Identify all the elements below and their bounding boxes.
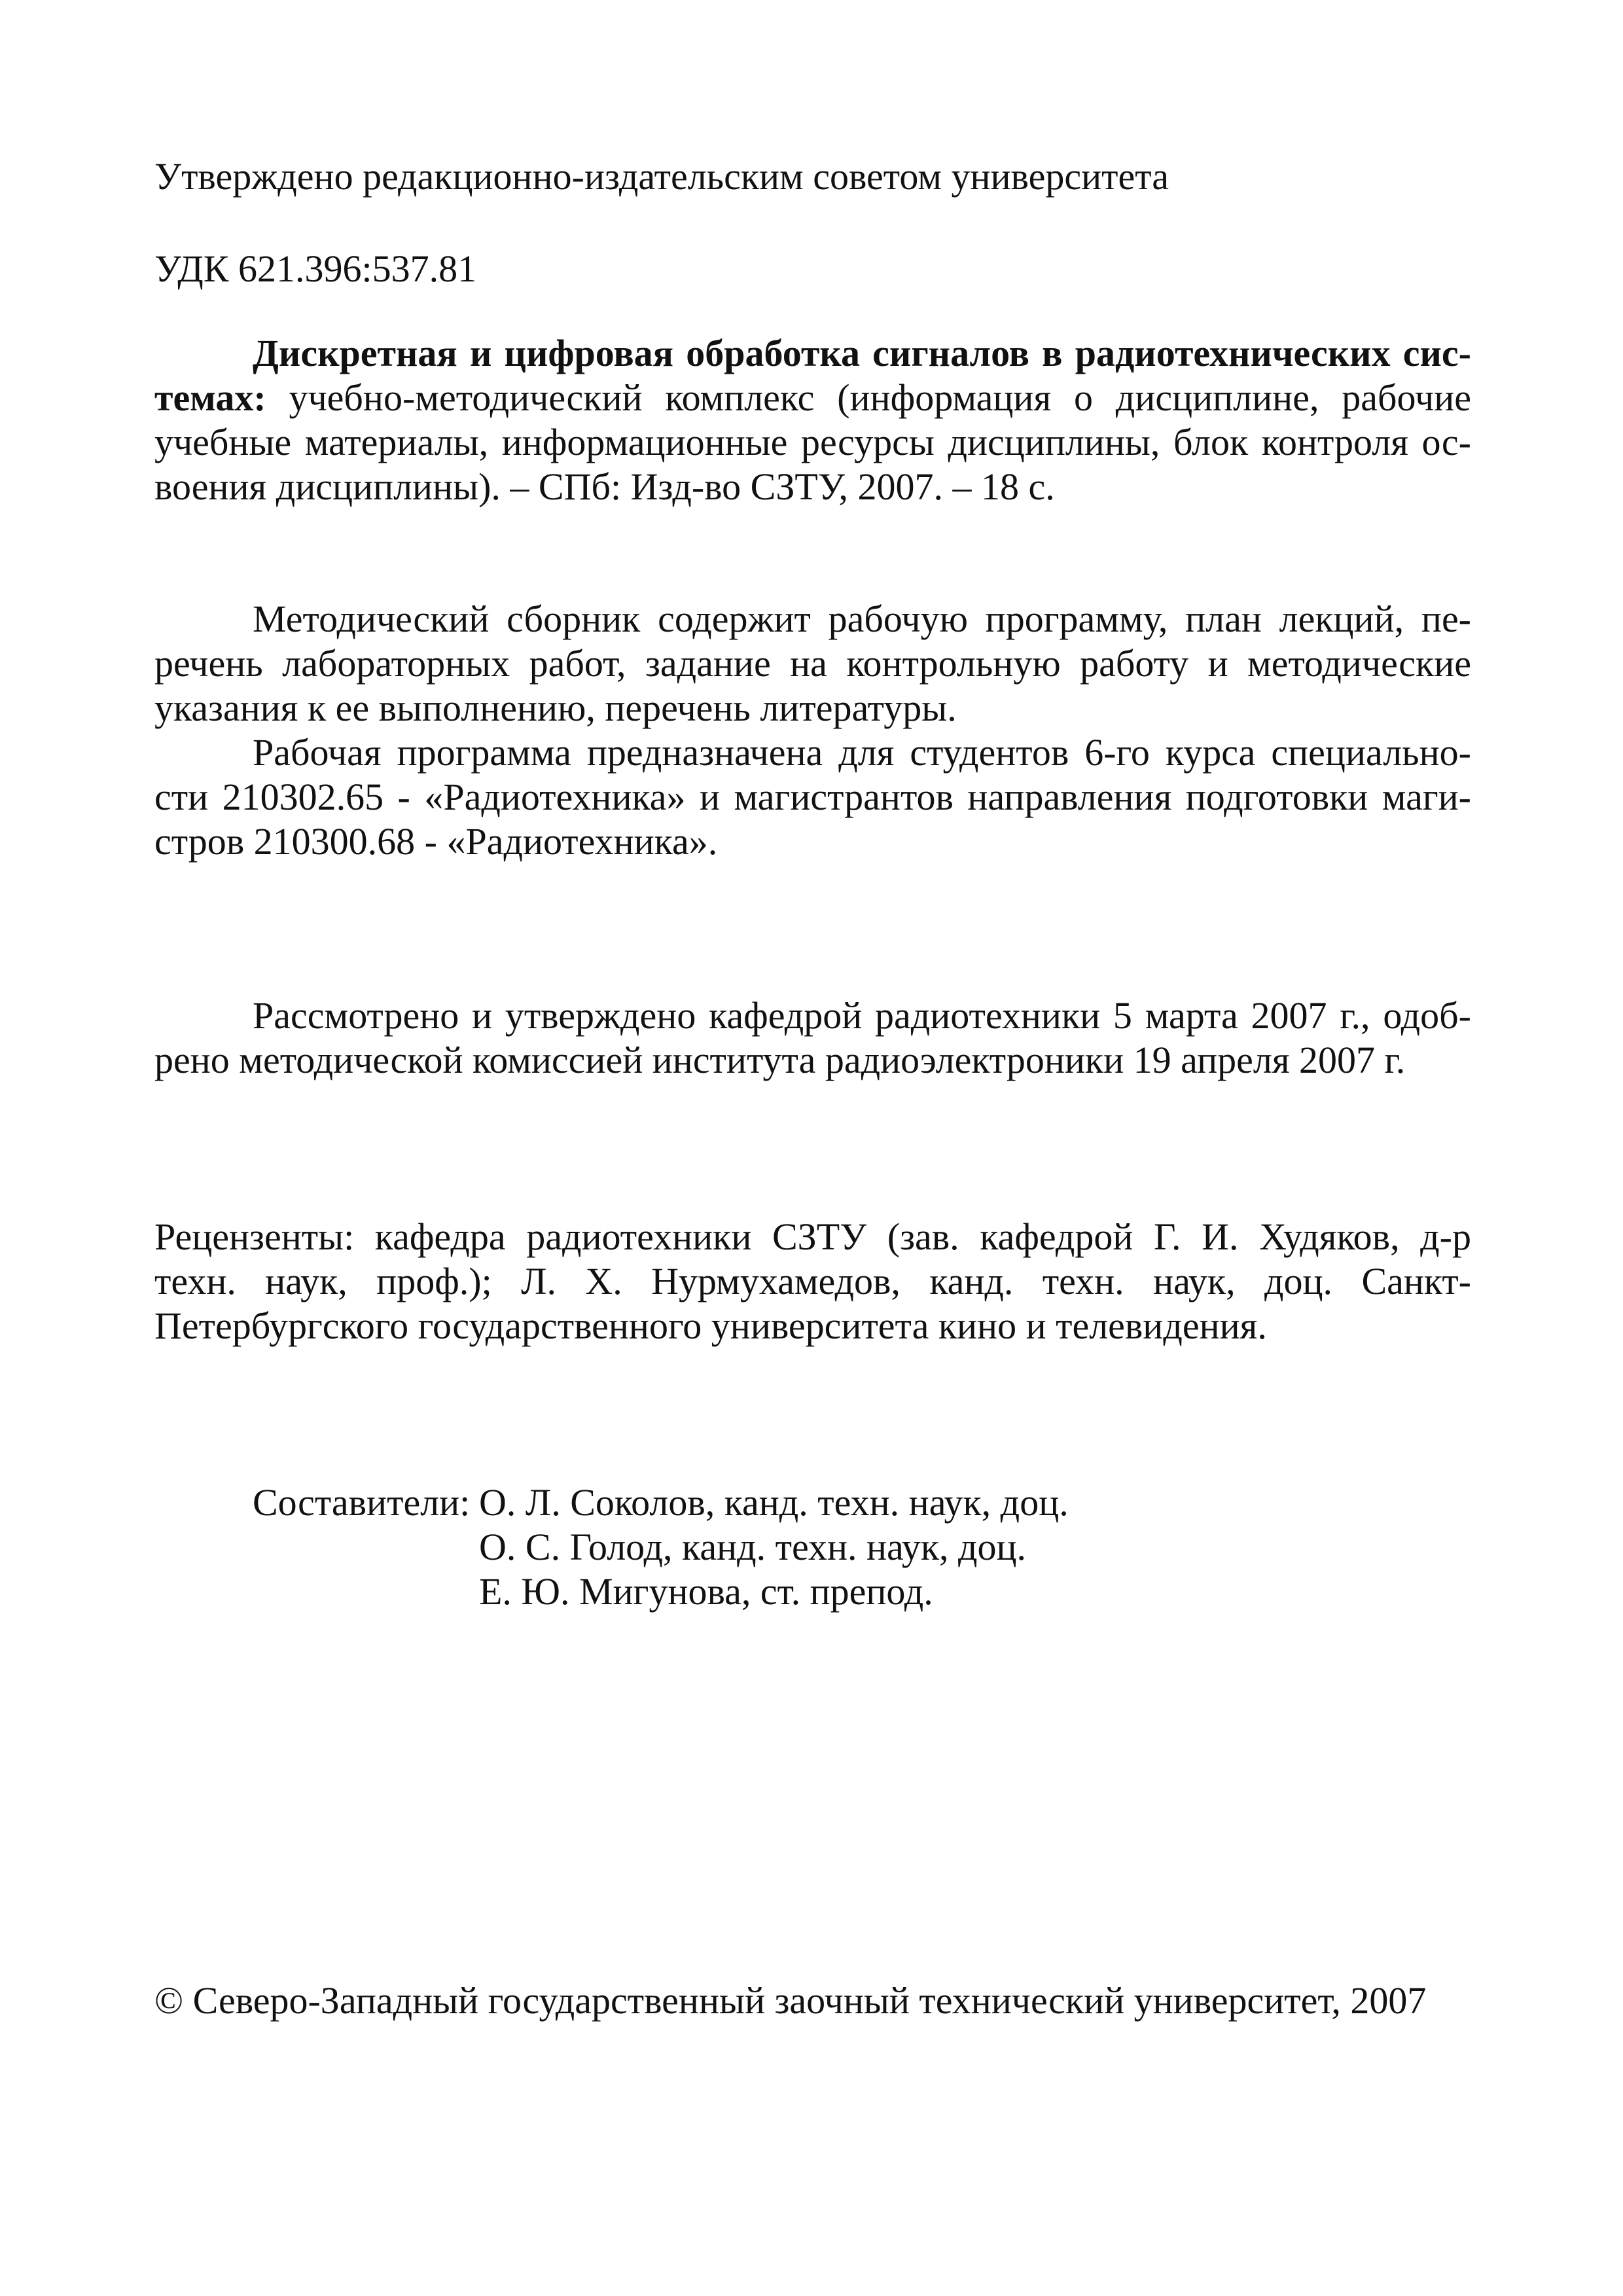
udk-code xyxy=(154,247,1471,291)
compilers xyxy=(253,1480,1365,1614)
reviewers-line: техн. наук, проф.); Л. Х. Нурмухамедов, канд. техн. наук, доц. Санкт- xyxy=(154,1260,1471,1302)
reviewers-line: Рецензенты: кафедра радиотехники СЗТУ (зав. кафедрой Г. И. Худяков, д-р xyxy=(154,1215,1471,1258)
compiler-row xyxy=(253,1480,1365,1525)
udk-text: УДК 621.396:537.81 xyxy=(154,247,477,290)
compiler-name: Е. Ю. Мигунова, ст. препод. xyxy=(479,1570,933,1613)
bibliographic-description xyxy=(154,331,1471,509)
description-line: воения дисциплины). – СПб: Изд-во СЗТУ, 2007. – 18 с. xyxy=(154,465,1055,508)
summary-line: указания к ее выполнению, перечень литературы. xyxy=(154,687,957,729)
approval-dates-line: рено методической комиссией института радиоэлектроники 19 апреля 2007 г. xyxy=(154,1039,1406,1081)
compiler-row xyxy=(253,1570,1365,1614)
reviewers xyxy=(154,1215,1471,1348)
approval-dates xyxy=(154,994,1471,1083)
book-title-line: Дискретная и цифровая обработка сигналов в радиотехнических сис- xyxy=(253,332,1471,374)
summary-line: сти 210302.65 - «Радиотехника» и магистрантов направления подготовки маги- xyxy=(154,776,1471,818)
copyright-text: © Северо-Западный государственный заочный технический университет, 2007 xyxy=(154,1979,1427,2022)
approval-dates-line: Рассмотрено и утверждено кафедрой радиотехники 5 марта 2007 г., одоб- xyxy=(253,994,1471,1037)
compiler-row xyxy=(253,1525,1365,1570)
summary-line: стров 210300.68 - «Радиотехника». xyxy=(154,820,718,863)
compilers-label: Составители: xyxy=(253,1481,471,1524)
approval-note xyxy=(154,154,1471,199)
summary-line: речень лабораторных работ, задание на контрольную работу и методические xyxy=(154,642,1471,685)
approval-text: Утверждено редакционно-издательским советом университета xyxy=(154,155,1169,198)
book-title-end: темах: xyxy=(154,376,266,419)
summary-line: Методический сборник содержит рабочую программу, план лекций, пе- xyxy=(253,598,1471,640)
copyright-notice xyxy=(154,1979,1471,2023)
description-line xyxy=(154,376,1471,420)
compiler-name: О. Л. Соколов, канд. техн. наук, доц. xyxy=(479,1481,1069,1524)
description-line-rest: учебно-методический комплекс (информация о дисциплине, рабочие xyxy=(289,376,1471,419)
reviewers-line: Петербургского государственного университета кино и телевидения. xyxy=(154,1304,1267,1347)
summary-line: Рабочая программа предназначена для студентов 6-го курса специально- xyxy=(253,731,1471,774)
compiler-name: О. С. Голод, канд. техн. наук, доц. xyxy=(479,1526,1027,1568)
summary xyxy=(154,597,1471,864)
description-line: учебные материалы, информационные ресурсы дисциплины, блок контроля ос- xyxy=(154,421,1471,463)
